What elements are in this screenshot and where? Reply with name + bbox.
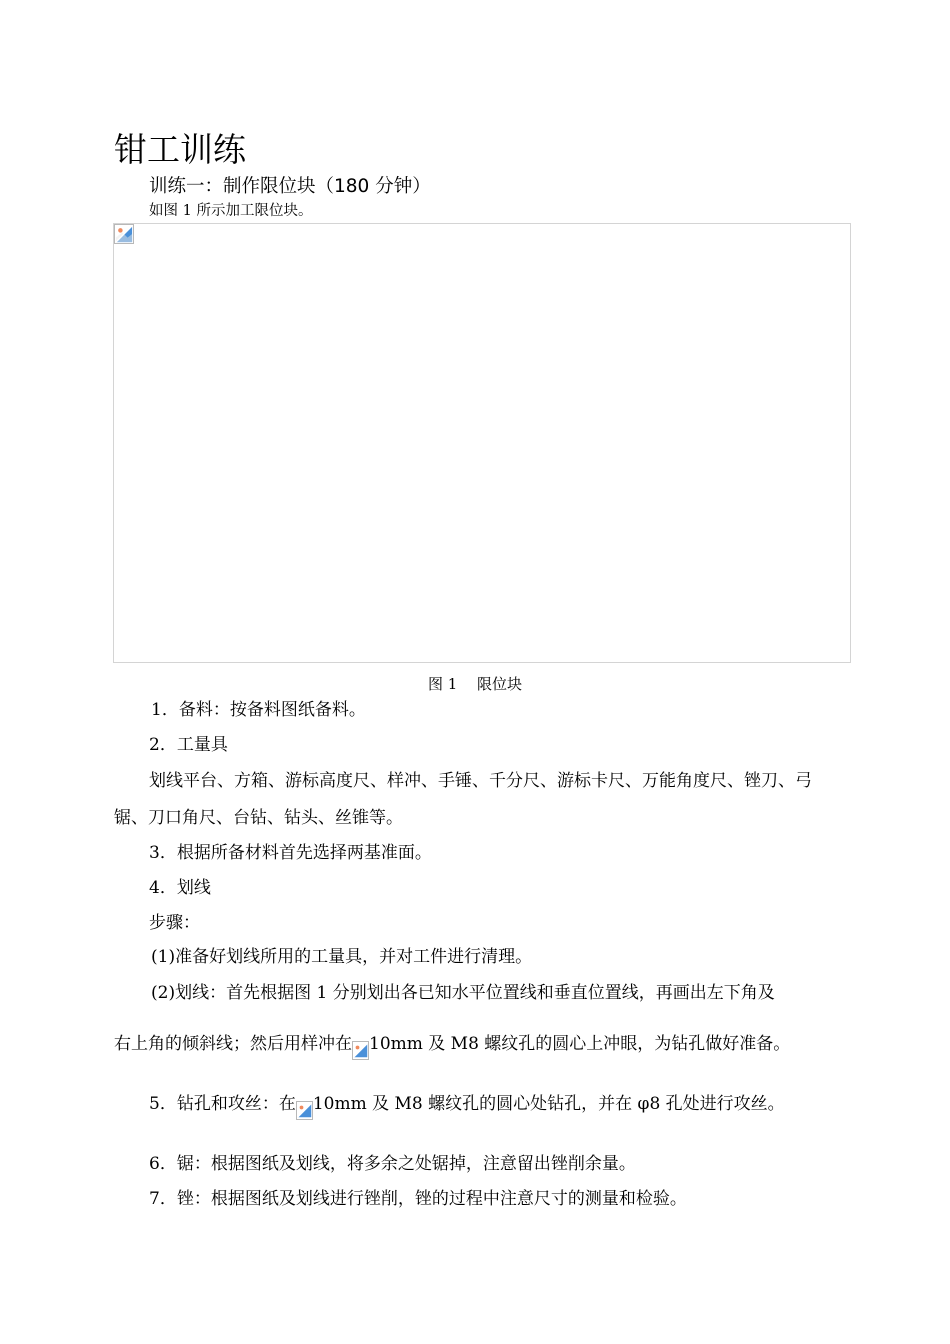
intro-text: 如图 1 所示加工限位块。	[149, 203, 313, 219]
step-5	[149, 1091, 785, 1117]
step-2: 2．工量具	[149, 735, 228, 755]
step-7: 7．锉：根据图纸及划线进行锉削，锉的过程中注意尺寸的测量和检验。	[149, 1189, 687, 1209]
procedure-2-line-2	[114, 1031, 790, 1057]
step-1: 1．备料：按备料图纸备料。	[151, 700, 366, 720]
step-5-text-before: 5．钻孔和攻丝：在	[149, 1094, 296, 1114]
step-4: 4．划线	[149, 878, 211, 898]
diameter-symbol-image	[296, 1091, 313, 1117]
step-5-text-after: 10mm 及 M8 螺纹孔的圆心处钻孔，并在 φ8 孔处进行攻丝。	[312, 1094, 785, 1114]
figure-caption: 图 1 限位块	[427, 675, 523, 693]
figure-image-frame	[113, 223, 851, 663]
broken-image-icon	[352, 1041, 369, 1060]
procedure-2-line-2-text-after: 10mm 及 M8 螺纹孔的圆心上冲眼，为钻孔做好准备。	[369, 1034, 791, 1054]
diameter-symbol-image	[352, 1031, 369, 1057]
section-title: 训练一：制作限位块（180 分钟）	[149, 176, 431, 197]
procedure-2-line-1: (2)划线：首先根据图 1 分别划出各已知水平位置线和垂直位置线，再画出左下角及	[151, 983, 775, 1003]
steps-label: 步骤：	[149, 913, 200, 933]
broken-image-icon	[296, 1101, 313, 1120]
broken-image-icon	[114, 224, 134, 244]
step-3: 3．根据所备材料首先选择两基准面。	[149, 843, 432, 863]
procedure-1: (1)准备好划线所用的工量具，并对工件进行清理。	[151, 947, 533, 967]
tools-list-line-2: 锯、刀口角尺、台钻、钻头、丝锥等。	[114, 808, 403, 828]
procedure-2-line-2-text-before: 右上角的倾斜线；然后用样冲在	[114, 1034, 352, 1054]
step-6: 6．锯：根据图纸及划线，将多余之处锯掉，注意留出锉削余量。	[149, 1154, 636, 1174]
tools-list-line-1: 划线平台、方箱、游标高度尺、样冲、手锤、千分尺、游标卡尺、万能角度尺、锉刀、弓	[149, 771, 812, 791]
document-title: 钳工训练	[114, 130, 246, 169]
